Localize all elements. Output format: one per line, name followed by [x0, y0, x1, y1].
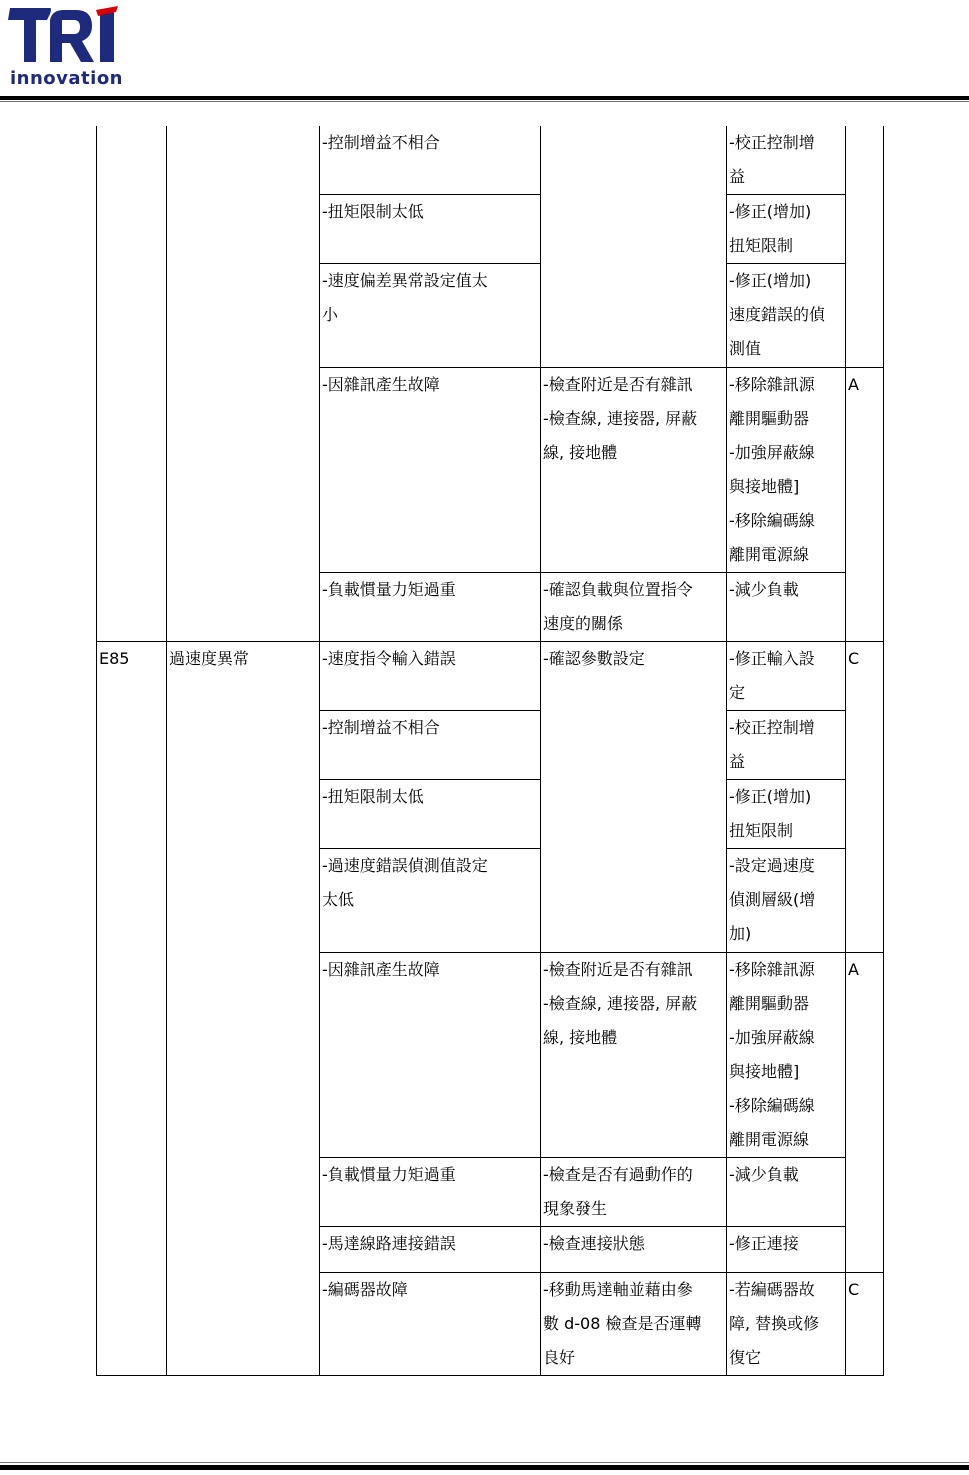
table-row: [97, 126, 884, 195]
cause-cell: -因雜訊產生故障: [320, 953, 541, 1158]
footer-rule: [0, 1465, 969, 1470]
cause-cell: -負載慣量力矩過重: [320, 573, 541, 642]
action-cell: -校正控制增 益: [727, 126, 846, 195]
header-rule: [0, 96, 969, 100]
cause-cell: -控制增益不相合: [320, 711, 541, 780]
cause-cell: -負載慣量力矩過重: [320, 1158, 541, 1227]
table-row: [97, 642, 884, 711]
grade-cell: C: [846, 1273, 884, 1376]
action-cell: -減少負載: [727, 1158, 846, 1227]
logo-tagline: innovation: [10, 68, 123, 89]
check-cell: -檢查附近是否有雜訊 -檢查線, 連接器, 屏蔽 線, 接地體: [541, 368, 727, 573]
error-code-cell: [97, 126, 167, 642]
check-cell: -移動馬達軸並藉由參 數 d-08 檢查是否運轉 良好: [541, 1273, 727, 1376]
action-cell: -修正連接: [727, 1227, 846, 1273]
fault-table: [96, 126, 884, 1376]
action-cell: -修正輸入設 定: [727, 642, 846, 711]
error-name-cell: 過速度異常: [167, 642, 320, 1376]
cause-cell: -因雜訊產生故障: [320, 368, 541, 573]
action-cell: -修正(增加) 扭矩限制: [727, 195, 846, 264]
grade-cell: [846, 126, 884, 368]
header-rule-thin: [0, 101, 969, 102]
error-name-cell: [167, 126, 320, 642]
action-cell: -修正(增加) 速度錯誤的偵 測值: [727, 264, 846, 368]
check-cell: -檢查附近是否有雜訊 -檢查線, 連接器, 屏蔽 線, 接地體: [541, 953, 727, 1158]
cause-cell: -過速度錯誤偵測值設定 太低: [320, 849, 541, 953]
check-cell: -檢查是否有過動作的 現象發生: [541, 1158, 727, 1227]
check-cell: -確認參數設定: [541, 642, 727, 953]
action-cell: -若編碼器故 障, 替換或修 復它: [727, 1273, 846, 1376]
action-cell: -移除雜訊源 離開驅動器 -加強屏蔽線 與接地體] -移除編碼線 離開電源線: [727, 953, 846, 1158]
action-cell: -校正控制增 益: [727, 711, 846, 780]
grade-cell: C: [846, 642, 884, 953]
cause-cell: -編碼器故障: [320, 1273, 541, 1376]
tri-logo-mark: [6, 4, 120, 66]
check-cell: -檢查連接狀態: [541, 1227, 727, 1273]
cause-cell: -速度指令輸入錯誤: [320, 642, 541, 711]
cause-cell: -控制增益不相合: [320, 126, 541, 195]
cause-cell: -馬達線路連接錯誤: [320, 1227, 541, 1273]
grade-cell: A: [846, 368, 884, 642]
company-logo: [6, 4, 124, 88]
footer-rule-thin: [0, 1462, 969, 1463]
cause-cell: -扭矩限制太低: [320, 780, 541, 849]
cause-cell: -速度偏差異常設定值太 小: [320, 264, 541, 368]
check-cell: -確認負載與位置指令 速度的關係: [541, 573, 727, 642]
action-cell: -設定過速度 偵測層級(增 加): [727, 849, 846, 953]
action-cell: -減少負載: [727, 573, 846, 642]
grade-cell: A: [846, 953, 884, 1273]
cause-cell: -扭矩限制太低: [320, 195, 541, 264]
error-code-cell: E85: [97, 642, 167, 1376]
action-cell: -移除雜訊源 離開驅動器 -加強屏蔽線 與接地體] -移除編碼線 離開電源線: [727, 368, 846, 573]
check-cell: [541, 126, 727, 368]
action-cell: -修正(增加) 扭矩限制: [727, 780, 846, 849]
